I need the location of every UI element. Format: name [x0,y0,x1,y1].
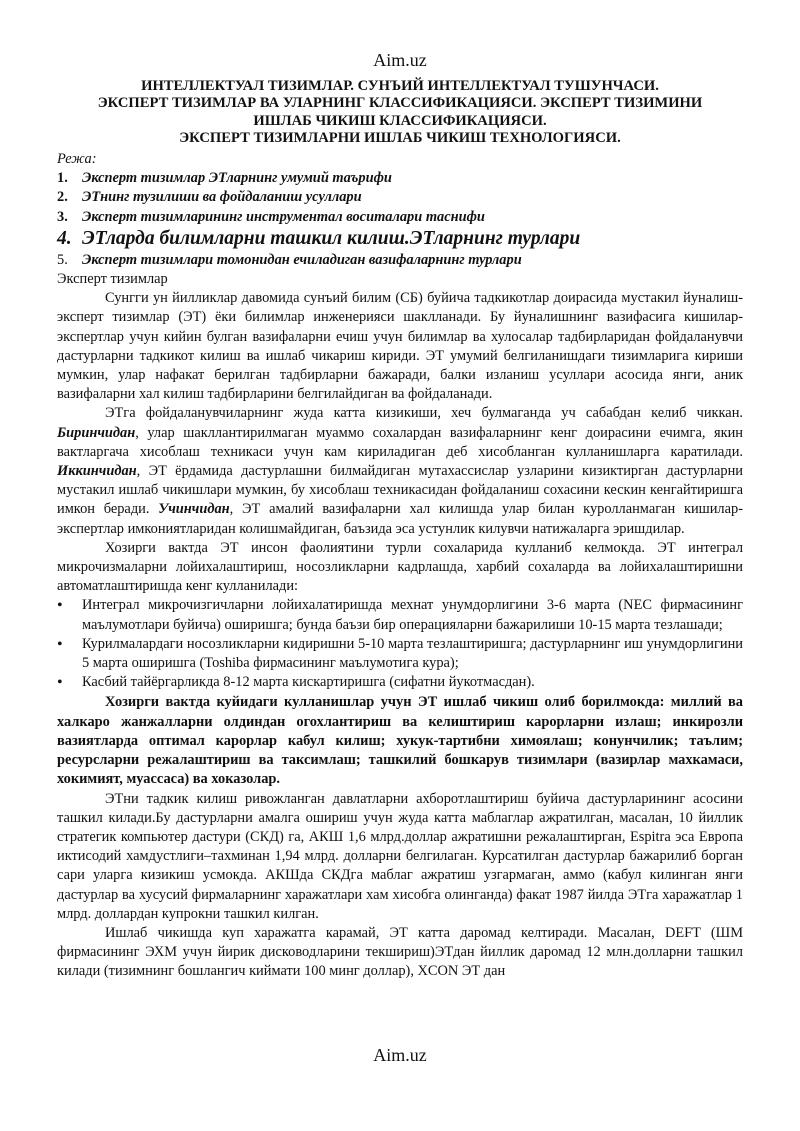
keyword-third: Учинчидан [158,501,230,518]
keyword-second: Иккинчидан [57,463,137,480]
bold-paragraph: Хозирги вактда куйидаги кулланишлар учун ЭТ ишлаб чикиш олиб борилмокда: миллий ва халкаро жанжалларни олдиндан огохлантириш ва келиштириш карорларни излаш; инкирозли вазиятларда оптимал карорлар кабул килиш; хукук-тартибни химоялаш; конунчилик; таълим; ресурсларни режалаштириш ва таксимлаш; ташкилий бошкарув тизимлари (вазирлар махкамаси, хокимият, муассаса) ва хоказолар. [57,694,743,788]
page-header: Aim.uz [373,50,427,70]
plan-item-text: Эксперт тизимларининг инструментал воситалари таснифи [82,208,485,225]
bullet-text: Касбий тайёргарликда 8-12 марта кискартиришга (сифатни йукотмасдан). [82,674,535,691]
paragraph: Сунгги ун йилликлар давомида сунъий билим (СБ) буйича тадкикотлар доирасида мустакил йуналиш-эксперт тизимлар (ЭТ) ёки билимлар инженерияси шаклланади. Бу йуналишнинг вазифасига кишилар-экспертлар учун кийин булган вазифаларни ечиш учун билимлар ва хулосалар тадбирларидан фойдаланувчи дастурларни тадкикот килиш ва ишлаб чикариш кириди. ЭТ умумий белгиланишдаги тизимларига кириши мумкин, улар нафакат берилган тадбирларни бажаради, балки изланиш усуллари асосида янги, аник вазифаларни хал килиш тадбирларини белгилайдиган ва фойдаланади. [57,290,743,403]
bullet-item [57,635,743,673]
plan-item-number: 5. [57,251,68,268]
bullet-item [57,673,743,693]
title-line: ЭКСПЕРТ ТИЗИМЛАРНИ ИШЛАБ ЧИКИШ ТЕХНОЛОГИЯСИ. [179,130,621,147]
bullet-icon [57,596,82,634]
section-heading: Эксперт тизимлар [57,271,168,288]
title-line: ИНТЕЛЛЕКТУАЛ ТИЗИМЛАР. СУНЪИЙ ИНТЕЛЛЕКТУАЛ ТУШУНЧАСИ. [141,78,659,94]
bullet-icon [57,635,82,673]
bullet-icon [57,673,82,693]
document-body [57,150,743,982]
paragraph-text: , улар шакллантирилмаган муаммо сохалардан вазифаларнинг кенг доирасини ечимга, якин вактларгача хисоблаш техникаси учун кам кириладиган деб хисобланган кулланишларга каратилади. [57,424,743,460]
bullet-item [57,596,743,634]
paragraph-text: ЭТга фойдаланувчиларнинг жуда катта кизикиши, хеч булмаганда уч сабабдан келиб чиккан. [105,405,743,422]
plan-item-number: 1. [57,170,68,187]
plan-label: Режа: [57,151,97,167]
paragraph: ЭТни тадкик килиш ривожланган давлатларни ахборотлаштириш буйича дастурларининг асосини ташкил килади.Бу дастурларни амалга ошириш учун жуда катта маблаглар ажратилган, масалан, 10 йиллик стратегик компьютер дастури (СКД) га, АКШ 1,6 млрд.доллар ажратишни режалаштирган, Espitra эса Европа иктисодий хамдустлиги–тахминан 1,94 млрд. долларни белгилаган. Курсатилган дастурлар бажарилиб борган сари уларга кизикиш усмокда. АКШда СКДга маблаг ажратиш узгармаган, аммо (кабул килинган янги дастурлар ва хусусий фирмаларнинг харажатлари хам хисобга олинганда) факат 1987 йилда ЭТга харажатлар 1 млрд. доллардан купрокни ташкил килган. [57,790,743,922]
bullet-list [57,596,743,693]
plan-item [57,208,743,227]
bullet-text: Интеграл микрочизгичларни лойихалатиришда мехнат унумдорлигини 3-6 марта (NEC фирмасининг маълумотлари буйича) оширишга; бунда баъзи бир операцияларни бажарилиши 10-15 марта тезлашади; [82,597,743,633]
plan-item-text: ЭТнинг тузилиши ва фойдаланиш усуллари [82,189,362,206]
paragraph-text: , ЭТ амалий вазифаларни хал килишда улар билан куролланмаган кишилар-экспертлар имкониятларидан колишмайдиган, баъзида эса устунлик килувчи натижаларга эришдилар. [57,501,743,537]
paragraph: Хозирги вактда ЭТ инсон фаолиятини турли сохаларида кулланиб келмокда. ЭТ интеграл микрочизмаларни лойихалаштириш, носозликларни кадрлашда, харбий сохаларда ва лойихалаштиришни автоматлаштиришда кенг кулланилади: [57,539,743,595]
plan-item-number: 2. [57,189,68,206]
plan-item-number: 4. [57,227,72,249]
title-line: ЭКСПЕРТ ТИЗИМЛАР ВА УЛАРНИНГ КЛАССИФИКАЦИЯСИ. ЭКСПЕРТ ТИЗИМИНИ [97,95,703,112]
plan-item [57,169,743,188]
document-title [40,78,760,148]
plan-list [57,169,743,270]
paragraph: Ишлаб чикишда куп харажатга карамай, ЭТ катта даромад келтиради. Масалан, DEFT (ШМ фирмасининг ЭХМ учун йирик дисководларини текшириш)ЭТдан йиллик даромад 12 млн.долларни ташкил килади (тизимнинг бошлангич киймати 100 минг доллар), XCON ЭТ дан [57,924,743,980]
page-footer: Aim.uz [373,1045,427,1065]
title-line: ИШЛАБ ЧИКИШ КЛАССИФИКАЦИЯСИ. [253,112,547,129]
bullet-text: Курилмалардаги носозликларни кидиришни 5-10 марта тезлаштиришга; дастурларнинг иш унумдорлигини 5 марта оширишга (Toshiba фирмасининг маълумотига кура); [82,635,743,672]
plan-item [57,251,743,270]
paragraph-text: , ЭТ ёрдамида дастурлашни билмайдиган мутахассислар узларини кизиктирган дастурларни мустакил ишлаб чикишлари мумкин, бу хисоблаш техникасидан фойдаланиш сохасини кескин кенгайтиришга имкон беради. [57,463,743,518]
plan-item-number: 3. [57,208,68,225]
plan-item-text: ЭТларда билимларни ташкил килиш.ЭТларнинг турлари [82,227,581,249]
keyword-first: Биринчидан [57,424,136,441]
paragraph [57,404,743,538]
plan-item-text: Эксперт тизимлар ЭТларнинг умумий таърифи [82,170,392,187]
plan-item [57,227,743,251]
plan-item-text: Эксперт тизимлари томонидан ечиладиган вазифаларнинг турлари [82,251,522,268]
plan-item [57,188,743,207]
